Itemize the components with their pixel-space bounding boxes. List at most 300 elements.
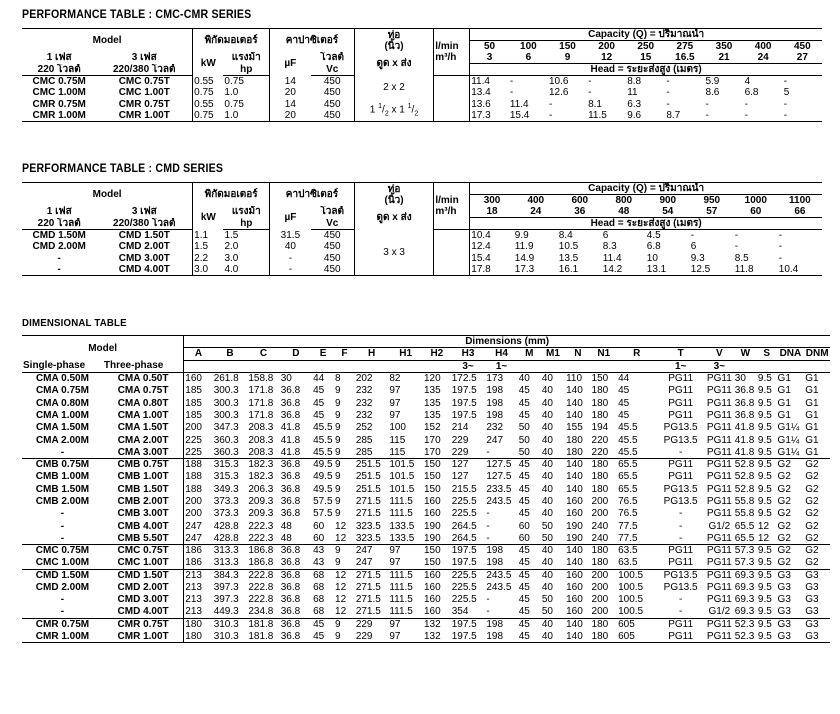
dim-value: 197.5 bbox=[451, 618, 486, 630]
dim-value: 40 bbox=[541, 569, 565, 581]
dim-sub-label: 1~ bbox=[495, 360, 508, 372]
dim-value: 215.5 bbox=[451, 483, 477, 495]
dim-value: 198 bbox=[486, 557, 504, 569]
dim-value: 12 bbox=[757, 532, 770, 544]
pipe-size: 2 x 2 bbox=[354, 76, 434, 99]
dim-value: 41.8 bbox=[734, 434, 755, 446]
dim-value: 185 bbox=[184, 385, 213, 397]
m3h-value: 15 bbox=[640, 52, 652, 63]
model-three-phase: CMA 1.50T bbox=[117, 422, 169, 434]
dim-value: 45.5 bbox=[313, 434, 333, 446]
dim-value: 45 bbox=[518, 545, 541, 557]
dim-value: 36.8 bbox=[734, 397, 755, 409]
lmin-value: 350 bbox=[715, 41, 733, 52]
dim-value: G3 bbox=[805, 582, 819, 594]
dim-value: 111.5 bbox=[389, 508, 413, 520]
dim-value: 40 bbox=[541, 446, 553, 458]
dim-value: 100.5 bbox=[617, 569, 656, 581]
dim-value: 43 bbox=[312, 545, 334, 557]
dim-value: 360.3 bbox=[213, 446, 239, 458]
dim-value: 225.5 bbox=[451, 496, 477, 507]
dim-value: 171.8 bbox=[248, 409, 274, 421]
dim-value: 45 bbox=[518, 409, 530, 421]
dim-value: G2 bbox=[777, 557, 791, 569]
dim-col-a: A bbox=[184, 348, 213, 360]
dim-value: 9 bbox=[334, 618, 355, 630]
dim-value: 36.8 bbox=[280, 397, 301, 409]
dim-value: G1¼ bbox=[777, 434, 800, 446]
model-three-phase: CMA 2.00T bbox=[117, 434, 169, 446]
dim-value: 9 bbox=[335, 446, 341, 458]
dim-value: 12 bbox=[334, 569, 355, 581]
dim-value: 52.8 bbox=[734, 458, 757, 470]
dim-value: 208.3 bbox=[248, 422, 274, 434]
head-value: 13.1 bbox=[646, 264, 690, 276]
dim-value: 40 bbox=[541, 557, 553, 569]
head-value: 17.8 bbox=[470, 264, 514, 276]
lmin-label: l/min bbox=[434, 41, 470, 53]
dim-value: 271.5 bbox=[355, 582, 381, 594]
dim-value: 150 bbox=[423, 483, 441, 495]
dim-sub-label bbox=[423, 360, 451, 372]
head-value: - bbox=[734, 241, 739, 253]
dim-value: 222.8 bbox=[248, 582, 274, 594]
head-header: Head = ระยะส่งสูง (เมตร) bbox=[470, 218, 822, 230]
dim-value: 180 bbox=[591, 409, 609, 421]
dim-value: 115 bbox=[389, 446, 406, 458]
dim-value: 155 bbox=[566, 422, 583, 434]
table-cell bbox=[434, 264, 470, 276]
model-single-phase: - bbox=[60, 594, 65, 606]
vc-value: 450 bbox=[323, 241, 341, 253]
table-cell bbox=[434, 64, 470, 76]
head-value: - bbox=[666, 87, 670, 99]
m3h-value: 12 bbox=[601, 52, 613, 63]
table-row bbox=[22, 206, 822, 218]
head-value: 11.8 bbox=[734, 264, 778, 276]
dim-value: 160 bbox=[423, 569, 451, 581]
head-value: 17.3 bbox=[470, 110, 509, 122]
lmin-value: 150 bbox=[559, 41, 576, 52]
dim-value: PG11 bbox=[706, 422, 732, 434]
dim-col-c: C bbox=[247, 348, 279, 360]
dim-value: 9.5 bbox=[757, 409, 772, 421]
table-row bbox=[22, 99, 822, 111]
dim-value: 60 bbox=[313, 520, 325, 532]
dim-value: 36.8 bbox=[280, 582, 301, 594]
dim-col-h3: H3 bbox=[451, 348, 486, 360]
dim-value: 45.5 bbox=[618, 422, 638, 434]
uf-value: 31.5 bbox=[270, 230, 311, 242]
head-value: 12.4 bbox=[470, 241, 514, 253]
model-1phase: - bbox=[57, 252, 61, 264]
dim-value: 36.8 bbox=[280, 631, 312, 643]
model-three-phase: CMB 3.00T bbox=[117, 508, 169, 520]
dim-value: 160 bbox=[184, 372, 213, 384]
model-single-phase: - bbox=[60, 606, 65, 618]
model-three-phase: CMD 2.00T bbox=[117, 582, 169, 594]
kw-value: 0.75 bbox=[193, 87, 224, 99]
dim-value: 160 bbox=[566, 594, 583, 606]
dim-sub-label: 1~ bbox=[674, 360, 687, 372]
dim-value: 97 bbox=[389, 385, 401, 397]
lmin-value: 800 bbox=[615, 195, 633, 206]
dim-value: 9 bbox=[335, 409, 341, 421]
dim-value: 180 bbox=[591, 483, 609, 495]
dim-value: 135 bbox=[423, 409, 441, 421]
dim-value: 220 bbox=[591, 434, 609, 446]
model-header: Model bbox=[22, 29, 193, 53]
uf-value: - bbox=[270, 264, 311, 276]
vc-label: Vc bbox=[311, 218, 355, 230]
dim-value: 132 bbox=[423, 631, 451, 643]
dim-value: G1 bbox=[805, 385, 819, 397]
dim-value: 171.8 bbox=[248, 397, 274, 409]
dim-value: - bbox=[678, 446, 683, 458]
dim-value: 140 bbox=[565, 545, 590, 557]
dim-value: 9.5 bbox=[757, 618, 777, 630]
vc-value: 450 bbox=[323, 98, 341, 110]
table-row bbox=[22, 458, 830, 470]
kw-value: 0.55 bbox=[193, 76, 224, 88]
dim-col-m: M bbox=[518, 348, 541, 360]
dim-value: 200 bbox=[184, 508, 213, 520]
dim-value: 111.5 bbox=[389, 594, 413, 606]
one-phase-volt: 220 โวลต์ bbox=[22, 64, 96, 76]
dim-value: 111.5 bbox=[389, 582, 413, 594]
dim-value: 45 bbox=[313, 397, 325, 409]
perf1-title: PERFORMANCE TABLE : CMC-CMR SERIES bbox=[22, 9, 252, 21]
dim-value: 197.5 bbox=[451, 557, 477, 569]
dim-value: 170 bbox=[423, 446, 441, 458]
dim-value: 69.3 bbox=[734, 594, 755, 606]
table-row bbox=[22, 52, 822, 64]
dim-value: 240 bbox=[591, 520, 609, 532]
kw-label: kW bbox=[193, 206, 224, 230]
dim-value: 354 bbox=[451, 606, 469, 618]
dim-value: PG11 bbox=[656, 372, 705, 384]
table-cell bbox=[434, 99, 470, 111]
three-phase-label: 3 เฟส bbox=[131, 52, 157, 64]
dim-value: 36.8 bbox=[280, 409, 301, 421]
dim-value: 77.5 bbox=[618, 520, 638, 532]
dim-value: G2 bbox=[805, 532, 819, 544]
model-header: Model bbox=[22, 183, 193, 207]
dim-value: 43 bbox=[313, 557, 325, 569]
dim-value: 140 bbox=[566, 409, 583, 421]
dim-value: 449.3 bbox=[213, 606, 239, 618]
dim-col-f: F bbox=[334, 348, 355, 360]
head-value: - bbox=[734, 230, 739, 241]
lmin-value: 900 bbox=[659, 195, 677, 206]
head-value: - bbox=[705, 98, 709, 110]
lmin-value: 400 bbox=[527, 195, 545, 206]
dim-value: 180 bbox=[591, 557, 609, 569]
dim-value: 45 bbox=[313, 409, 325, 421]
dim-value: 36.8 bbox=[280, 606, 301, 618]
perf1-table bbox=[22, 28, 822, 122]
table-cell bbox=[434, 183, 470, 195]
dim-value: G2 bbox=[777, 545, 805, 557]
dim-col-s: S bbox=[757, 348, 777, 360]
m3h-value: 27 bbox=[796, 52, 808, 63]
dim-value: 247 bbox=[355, 545, 389, 557]
model-single-phase: CMD 1.50M bbox=[22, 569, 103, 581]
dim-value: 232 bbox=[486, 422, 504, 434]
dim-value: 323.5 bbox=[355, 520, 381, 532]
pipe-size: 1 $^1/_2$ x 1 $^1/_2$ bbox=[354, 99, 434, 122]
dim-value: 44 bbox=[617, 372, 656, 384]
dim-value: 261.8 bbox=[213, 372, 248, 384]
model-three-phase: CMB 1.50T bbox=[117, 483, 169, 495]
dim-value: 41.8 bbox=[734, 422, 755, 434]
dim-value: PG11 bbox=[706, 557, 732, 569]
dim-value: 9 bbox=[334, 631, 355, 643]
head-value: 9.3 bbox=[690, 252, 705, 264]
head-value: 10.4 bbox=[778, 264, 822, 276]
dim-value: G2 bbox=[804, 458, 830, 470]
dim-value: 229 bbox=[451, 434, 469, 446]
dim-value: 271.5 bbox=[355, 508, 381, 520]
dim-value: 40 bbox=[541, 483, 553, 495]
model-single-phase: CMA 0.80M bbox=[35, 397, 89, 409]
dim-value: 45 bbox=[518, 397, 530, 409]
dim-value: 100.5 bbox=[618, 582, 644, 594]
dim-value: 180 bbox=[591, 458, 618, 470]
table-row bbox=[22, 372, 830, 384]
dim-value: 185 bbox=[184, 409, 213, 421]
dim-value: 12 bbox=[757, 520, 770, 532]
dim-value: 9.5 bbox=[757, 594, 772, 606]
dim-value: 220 bbox=[591, 446, 609, 458]
m3h-value: 6 bbox=[525, 52, 532, 63]
single-phase-label: Single-phase bbox=[23, 360, 86, 372]
dim-value: 9.5 bbox=[757, 422, 772, 434]
dim-value: 45 bbox=[618, 397, 630, 409]
model-single-phase: CMC 0.75M bbox=[22, 545, 103, 557]
dim-value: 9.5 bbox=[757, 582, 772, 594]
dim-value: 150 bbox=[423, 458, 451, 470]
dim-value: 247 bbox=[355, 557, 373, 569]
dim-value: 36.8 bbox=[280, 545, 312, 557]
dim-col-t: T bbox=[656, 348, 705, 360]
dim-value: 97 bbox=[388, 631, 423, 643]
dim-value: 69.3 bbox=[734, 582, 755, 594]
dim-value: G1 bbox=[805, 409, 819, 421]
dim-value: 41.8 bbox=[280, 434, 301, 446]
dim-value: 300.3 bbox=[213, 385, 239, 397]
dim-sub-label bbox=[213, 360, 248, 372]
dim-value: G2 bbox=[805, 520, 819, 532]
m3h-value: 3 bbox=[470, 52, 509, 64]
dim-value: 208.3 bbox=[248, 446, 274, 458]
dim-value: 200 bbox=[591, 606, 609, 618]
dim-value: 40 bbox=[518, 372, 541, 384]
table-row bbox=[22, 471, 830, 483]
table-row bbox=[22, 422, 830, 434]
dim-value: 65.5 bbox=[734, 532, 755, 544]
dim-value: 180 bbox=[566, 434, 583, 446]
dim-value: 160 bbox=[565, 569, 590, 581]
dim-value: 12 bbox=[335, 606, 347, 618]
pipe-size: 3 x 3 bbox=[354, 230, 434, 276]
dim-value: PG13.5 bbox=[656, 569, 705, 581]
motor-header: พิกัดมอเตอร์ bbox=[193, 183, 270, 207]
dim-value: 186.8 bbox=[247, 545, 279, 557]
head-value: - bbox=[744, 98, 748, 110]
dim-col-b: B bbox=[213, 348, 248, 360]
head-value: 6 bbox=[602, 230, 609, 241]
head-value: 13.4 bbox=[470, 87, 509, 99]
model-three-phase: CMA 0.50T bbox=[103, 372, 184, 384]
dim-value: 373.3 bbox=[213, 508, 239, 520]
dim-value: G2 bbox=[805, 483, 819, 495]
dim-value: 140 bbox=[566, 557, 583, 569]
dim-value: G1 bbox=[777, 372, 805, 384]
dim-value: 397.3 bbox=[213, 582, 239, 594]
head-value: - bbox=[690, 230, 695, 241]
dim-value: 197.5 bbox=[451, 397, 477, 409]
head-value: 15.4 bbox=[470, 253, 514, 265]
dim-value: 251.5 bbox=[355, 458, 389, 470]
head-value: - bbox=[666, 98, 670, 110]
dim-value: PG13.5 bbox=[663, 582, 698, 594]
dim-value: 111.5 bbox=[389, 606, 413, 618]
model-three-phase: CMR 1.00T bbox=[103, 631, 184, 643]
dim-value: 188 bbox=[184, 483, 213, 495]
dim-value: PG11 bbox=[705, 545, 734, 557]
perf2-table bbox=[22, 182, 822, 276]
dim-value: G2 bbox=[805, 471, 819, 483]
dim-value: 243.5 bbox=[485, 569, 517, 581]
hp-value: 4.0 bbox=[223, 264, 269, 276]
table-row bbox=[22, 557, 830, 569]
head-header: Head = ระยะส่งสูง (เมตร) bbox=[470, 64, 822, 76]
model-3phase: CMC 1.00T bbox=[118, 87, 170, 99]
dim-value: 9.5 bbox=[757, 483, 772, 495]
pipe-header bbox=[354, 29, 434, 53]
dim-value: - bbox=[486, 606, 490, 618]
dim-sub-label: 3~ bbox=[713, 360, 726, 372]
table-row bbox=[22, 76, 822, 88]
model-single-phase: CMR 1.00M bbox=[22, 631, 103, 643]
dim-value: 397.3 bbox=[213, 594, 239, 606]
table-row bbox=[22, 520, 830, 532]
lmin-value: 100 bbox=[520, 41, 537, 52]
dim-col-m1: M1 bbox=[541, 348, 565, 360]
dim-value: 65.5 bbox=[617, 458, 656, 470]
model-single-phase: CMR 0.75M bbox=[22, 618, 103, 630]
head-value: 12.6 bbox=[548, 87, 569, 99]
dim-value: 50 bbox=[541, 594, 553, 606]
dim-title: DIMENSIONAL TABLE bbox=[22, 317, 127, 329]
model-three-phase: CMD 4.00T bbox=[117, 606, 169, 618]
dim-value: PG11 bbox=[668, 409, 694, 421]
dim-value: 9 bbox=[334, 458, 355, 470]
model-3phase: CMC 0.75T bbox=[118, 76, 170, 87]
head-value: 13.6 bbox=[470, 99, 509, 111]
hp-thai-label: แรงม้า bbox=[231, 206, 261, 218]
dim-value: 50 bbox=[541, 532, 553, 544]
dim-value: 100.5 bbox=[618, 594, 644, 606]
dim-col-n: N bbox=[565, 348, 590, 360]
dim-value: 160 bbox=[566, 496, 583, 507]
lmin-value: 450 bbox=[794, 41, 811, 52]
dim-value: G1/2 bbox=[708, 606, 731, 618]
dim-value: PG11 bbox=[656, 631, 705, 643]
dim-value: PG11 bbox=[656, 545, 705, 557]
model-1phase: - bbox=[22, 264, 96, 276]
dim-value: 68 bbox=[313, 594, 325, 606]
dim-value: 76.5 bbox=[618, 496, 638, 507]
head-value: 4.5 bbox=[646, 230, 661, 241]
dim-value: 36.8 bbox=[280, 618, 312, 630]
model-single-phase: CMB 1.00M bbox=[35, 471, 90, 483]
dim-value: 60 bbox=[518, 520, 530, 532]
dim-value: 247 bbox=[486, 434, 504, 446]
dim-value: 101.5 bbox=[388, 458, 423, 470]
model-3phase: CMR 1.00T bbox=[96, 110, 192, 122]
dim-value: 300.3 bbox=[213, 397, 239, 409]
dim-value: G2 bbox=[777, 508, 791, 520]
dim-value: 9.5 bbox=[757, 557, 772, 569]
dim-value: 55.8 bbox=[734, 496, 755, 507]
dim-value: 173 bbox=[485, 372, 517, 384]
dim-sub-label: 3~ bbox=[462, 360, 474, 372]
dim-value: 182.3 bbox=[247, 458, 279, 470]
dim-value: 45 bbox=[518, 385, 530, 397]
model-single-phase: CMA 1.50M bbox=[35, 422, 89, 434]
dim-value: 52.3 bbox=[734, 631, 757, 643]
dim-value: PG11 bbox=[705, 618, 734, 630]
dim-value: 213 bbox=[184, 606, 213, 618]
dim-value: 197.5 bbox=[451, 409, 477, 421]
dim-value: 243.5 bbox=[486, 582, 512, 594]
dim-value: - bbox=[678, 606, 683, 618]
table-row bbox=[22, 495, 830, 507]
dim-value: 232 bbox=[355, 409, 373, 421]
dim-value: 140 bbox=[566, 385, 583, 397]
dim-value: 52.8 bbox=[734, 471, 755, 483]
table-row bbox=[22, 434, 830, 446]
table-row bbox=[22, 606, 830, 618]
dim-value: 160 bbox=[423, 582, 441, 594]
dim-value: G3 bbox=[777, 631, 805, 643]
dim-value: G1 bbox=[805, 446, 819, 458]
dim-value: 68 bbox=[312, 569, 334, 581]
hp-value: 0.75 bbox=[224, 76, 244, 87]
head-value: - bbox=[783, 98, 788, 110]
dim-value: 97 bbox=[388, 618, 423, 630]
dim-value: 45 bbox=[518, 594, 530, 606]
dim-value: 12 bbox=[335, 594, 347, 606]
dim-value: 9.5 bbox=[757, 372, 777, 384]
head-value: 6.8 bbox=[646, 241, 661, 253]
dim-value: 605 bbox=[617, 618, 656, 630]
dim-value: 65.5 bbox=[618, 483, 638, 495]
dim-value: 41.8 bbox=[280, 446, 301, 458]
dim-value: G2 bbox=[777, 532, 791, 544]
pipe-sub-label: ดูด x ส่ง bbox=[354, 206, 434, 230]
uf-value: 20 bbox=[270, 87, 311, 99]
dim-value: 232 bbox=[355, 397, 373, 409]
dim-value: 12 bbox=[335, 520, 347, 532]
dim-value: 65.5 bbox=[618, 471, 638, 483]
table-row bbox=[22, 532, 830, 544]
dim-value: 9.5 bbox=[757, 458, 777, 470]
dim-value: 40 bbox=[541, 496, 553, 507]
dim-value: G2 bbox=[804, 545, 830, 557]
